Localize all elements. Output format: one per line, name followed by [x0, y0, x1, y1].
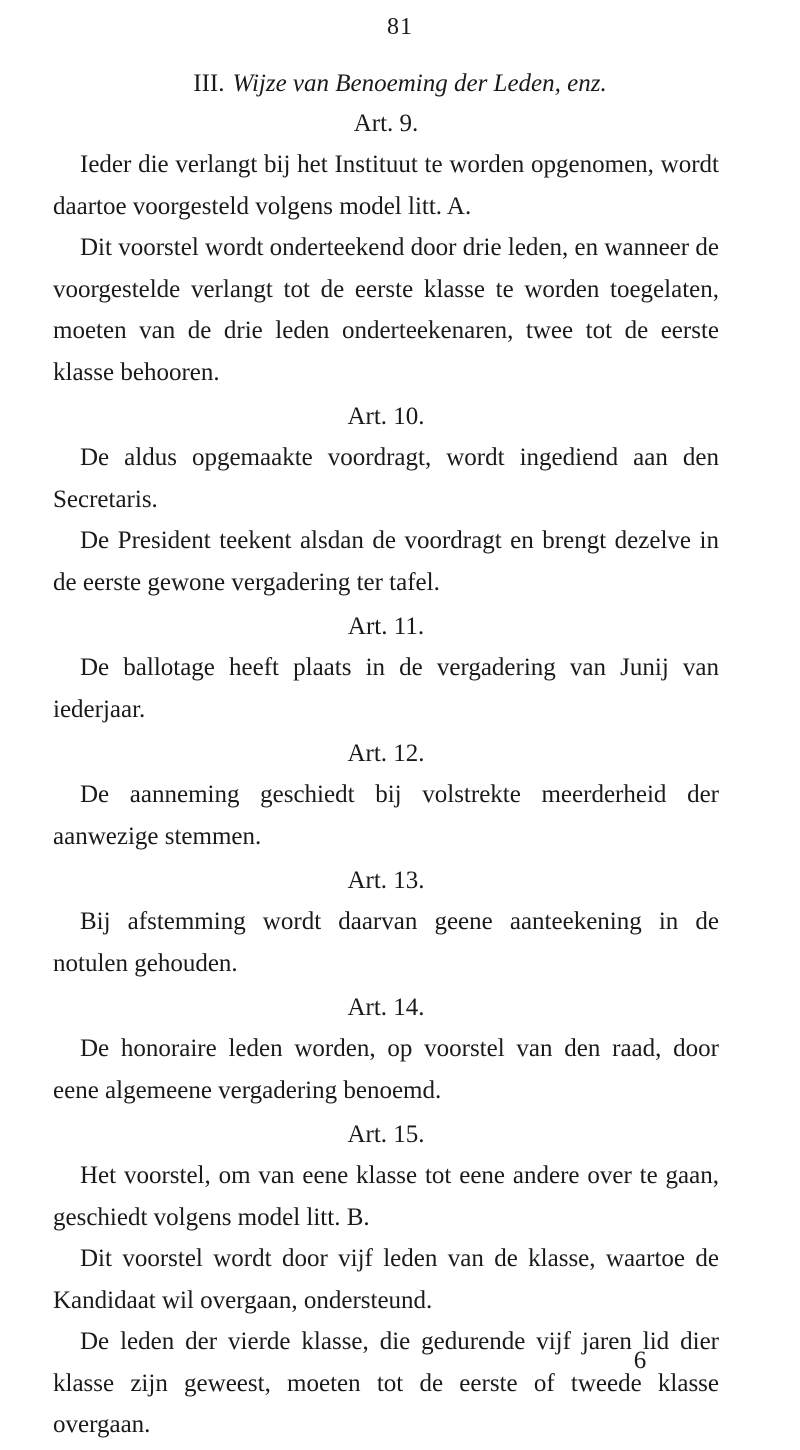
article-heading: Art. 10. — [347, 403, 425, 430]
article-heading: Art. 9. — [353, 110, 419, 137]
article-paragraph: Bij afstemming wordt daarvan geene aanteekening in de notulen gehouden. — [53, 908, 719, 977]
article-paragraph: De ballotage heeft plaats in de vergadering van Junij van iederjaar. — [53, 654, 719, 723]
signature-mark: 6 — [633, 1347, 647, 1374]
article-14 — [53, 988, 719, 1111]
article-paragraph: De leden der vierde klasse, die gedurende vijf jaren lid dier klasse zijn geweest, moeten tot de eerste of tweede klasse overgaan. — [53, 1328, 719, 1438]
article-heading: Art. 12. — [347, 740, 425, 767]
article-paragraph: De aldus opgemaakte voordragt, wordt ingediend aan den Secretaris. — [53, 444, 719, 513]
article-paragraph: Dit voorstel wordt onderteekend door drie leden, en wanneer de voorgestelde verlangt tot de eerste klasse te worden toegelaten, moeten van de drie leden onderteekenaren, twee tot de eerste klasse behooren. — [53, 234, 719, 386]
article-paragraph: De honoraire leden worden, op voorstel van den raad, door eene algemeene vergadering benoemd. — [53, 1035, 719, 1104]
article-paragraph: De aanneming geschiedt bij volstrekte meerderheid der aanwezige stemmen. — [53, 781, 719, 850]
article-13 — [53, 861, 719, 984]
article-9 — [53, 104, 719, 393]
article-10 — [53, 397, 719, 603]
article-11 — [53, 607, 719, 730]
page-body — [53, 104, 719, 1450]
article-paragraph: Ieder die verlangt bij het Instituut te worden opgenomen, wordt daartoe voorgesteld volgens model litt. A. — [53, 151, 719, 220]
page-number: 81 — [387, 14, 413, 40]
article-heading: Art. 11. — [347, 613, 425, 640]
article-heading: Art. 13. — [347, 867, 425, 894]
article-12 — [53, 734, 719, 857]
article-paragraph: Dit voorstel wordt door vijf leden van de klasse, waartoe de Kandidaat wil overgaan, ondersteund. — [53, 1245, 719, 1314]
article-heading: Art. 15. — [347, 1121, 425, 1148]
article-paragraph: De President teekent alsdan de voordragt en brengt dezelve in de eerste gewone vergadering ter tafel. — [53, 527, 719, 596]
section-title: Wijze van Benoeming der Leden, enz. — [232, 70, 607, 97]
section-heading — [0, 70, 800, 98]
article-heading: Art. 14. — [347, 994, 425, 1021]
article-paragraph: Het voorstel, om van eene klasse tot eene andere over te gaan, geschiedt volgens model litt. B. — [53, 1162, 719, 1231]
article-15 — [53, 1115, 719, 1446]
section-roman-numeral: III. — [193, 70, 225, 97]
